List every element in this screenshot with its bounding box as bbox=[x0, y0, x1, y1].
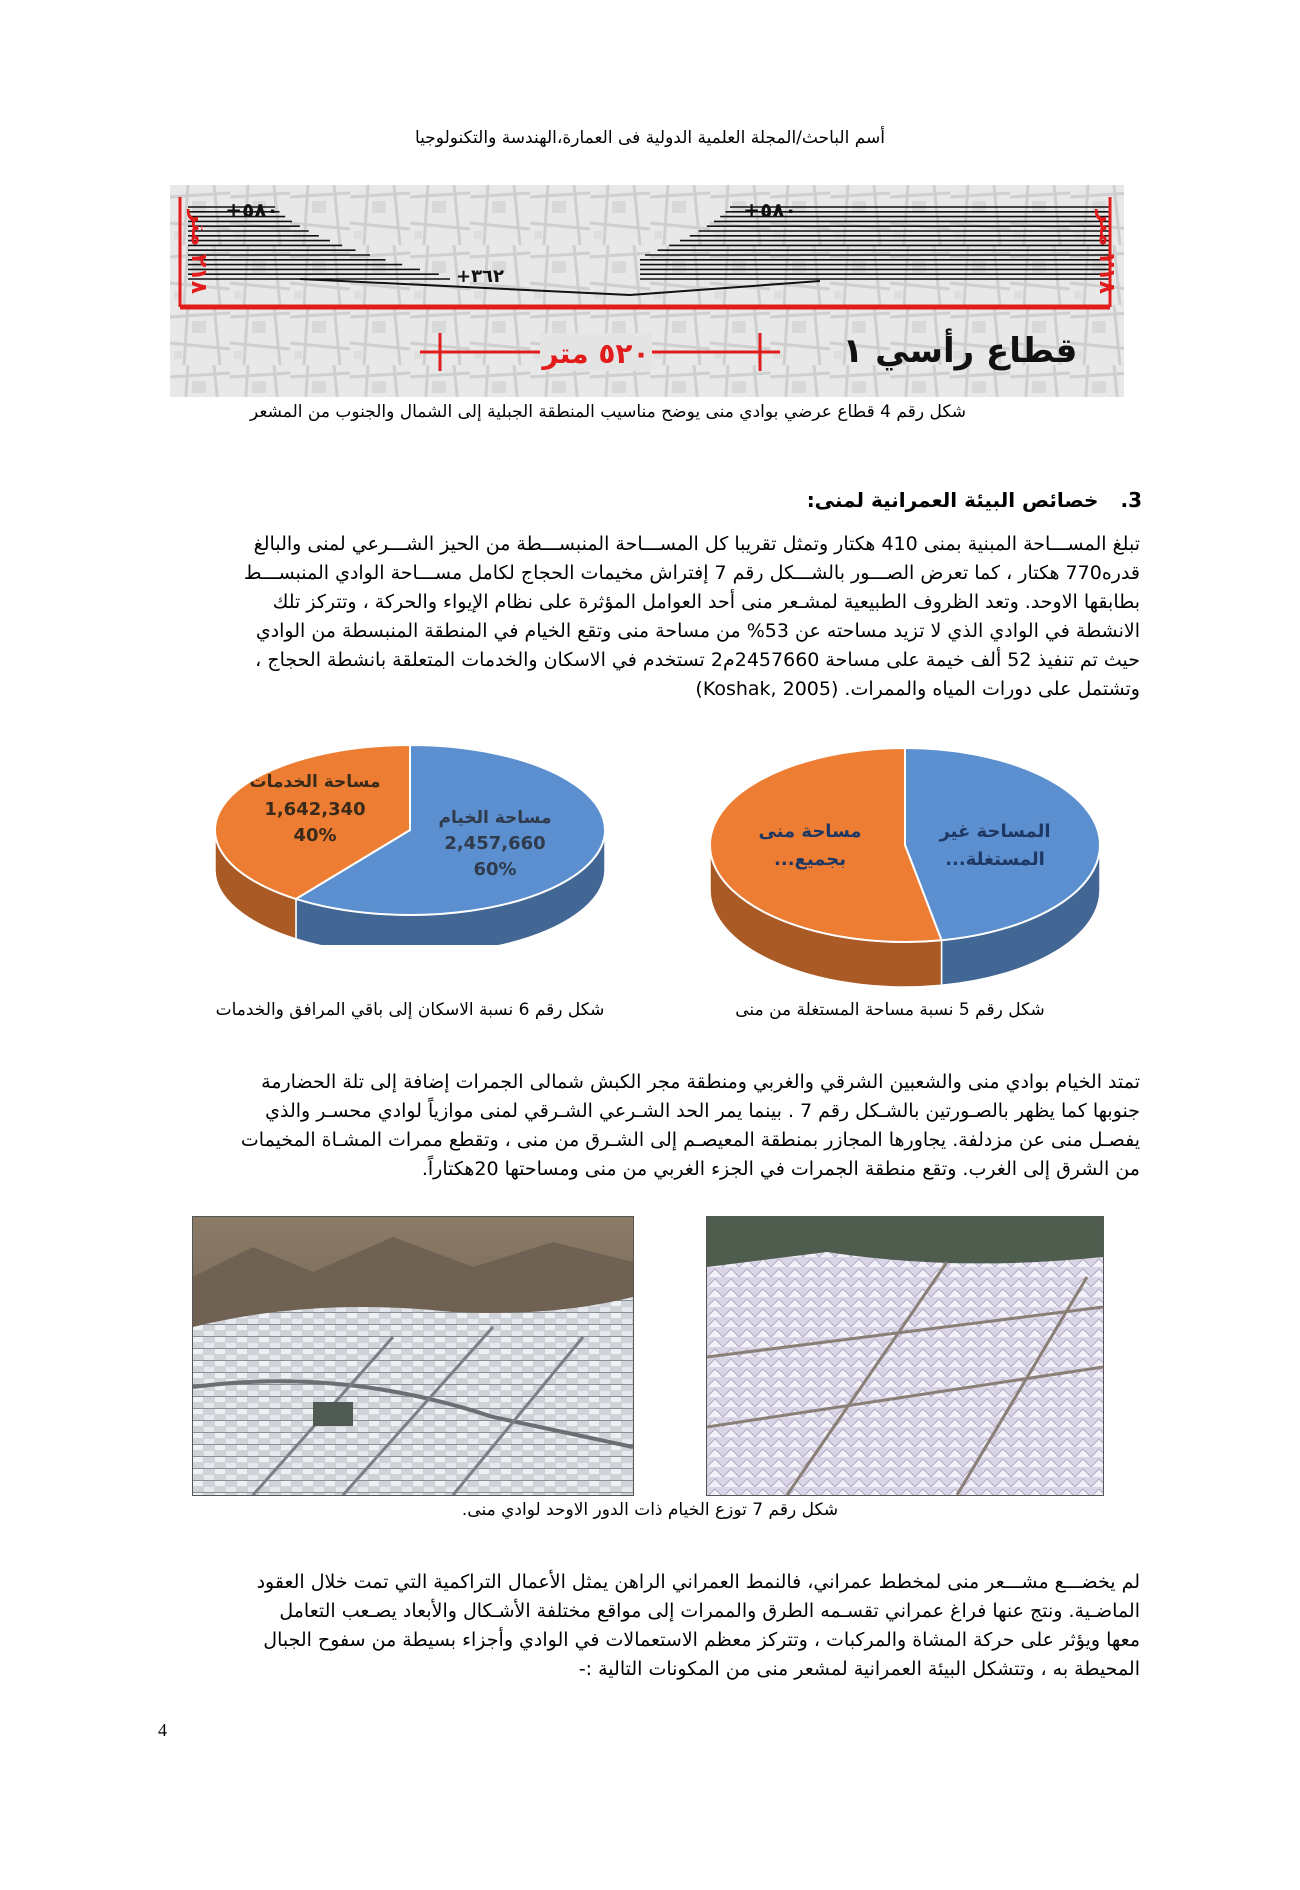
cross-section-drawing bbox=[170, 185, 1124, 397]
slice-percent: 40% bbox=[293, 825, 337, 846]
left-height-label: ٢١٨ متر bbox=[186, 209, 211, 295]
pie-chart-figure6 bbox=[205, 745, 615, 945]
slice-label-line2: بجميع... bbox=[774, 849, 846, 870]
paragraph-line: جنوبها كما يظهر بالصـورتين بالشـكل رقم 7 . بينما يمر الحد الشـرعي الشـرقي لمنى موازياً لوادي محسـر والذي bbox=[265, 1100, 1140, 1122]
width-label: ٥٢٠ متر bbox=[542, 337, 650, 370]
slice-label-line1: المساحة غير bbox=[939, 821, 1051, 842]
running-header: أسم الباحث/المجلة العلمية الدولية فى العمارة،الهندسة والتكنولوجيا bbox=[414, 128, 886, 148]
figure4-section-image bbox=[170, 185, 1124, 397]
paragraph-line: معها ويؤثر على حركة المشاة والمركبات ، وتتركز معظم الاستعمالات في الوادي وأجزاء بسيطة من سفوح الجبال bbox=[263, 1629, 1140, 1651]
slice-label: مساحة الخيام bbox=[438, 808, 552, 828]
slice-value: 2,457,660 bbox=[444, 833, 546, 854]
paragraph-line: بطابقها الاوحد. وتعد الظروف الطبيعية لمشـعر منى أحد العوامل المؤثرة على نظام الإيواء والحركة ، وتتركز تلك bbox=[272, 591, 1140, 613]
paragraph-line: المحيطة به ، وتتشكل البيئة العمرانية لمشعر منى من المكونات التالية :- bbox=[578, 1658, 1140, 1680]
paragraph-line: وتشتمل على دورات المياه والممرات. (Koshak, 2005) bbox=[695, 678, 1140, 700]
paragraph-line: حيث تم تنفيذ 52 ألف خيمة على مساحة 2457660م2 تستخدم في الاسكان والخدمات المتعلقة بانشطة الحجاج ، bbox=[255, 649, 1140, 671]
slice-value: 1,642,340 bbox=[264, 799, 366, 820]
section-title-label: قطاع رأسي ١ bbox=[842, 331, 1078, 371]
figure5-caption: شكل رقم 5 نسبة مساحة المستغلة من منى bbox=[735, 1000, 1045, 1020]
figure6-caption: شكل رقم 6 نسبة الاسكان إلى باقي المرافق والخدمات bbox=[215, 1000, 605, 1020]
paragraph-line: من الشرق إلى الغرب. وتقع منطقة الجمرات في الجزء الغربي من منى ومساحتها 20هكتاراً. bbox=[421, 1158, 1140, 1180]
paragraph-3 bbox=[158, 1568, 1140, 1684]
section-number: 3. bbox=[1120, 488, 1142, 512]
slice-label-line1: مساحة منى bbox=[758, 821, 862, 842]
aerial-photo-tents bbox=[706, 1216, 1104, 1496]
paragraph-line: الماضـية. ونتج عنها فراغ عمراني تقسـمه الطرق والممرات إلى مواقع مختلفة الأشـكال والأبعاد يصـعب التعامل bbox=[279, 1600, 1140, 1622]
right-level-label: +٥٨٠ bbox=[743, 198, 797, 222]
pie-chart-figure5 bbox=[700, 745, 1110, 995]
paragraph-line: تبلغ المســـاحة المبنية بمنى 410 هكتار وتمثل تقريبا كل المســـاحة المنبســـطة من الحيز الشـــرعي لمنى والبالغ bbox=[253, 533, 1140, 555]
paragraph-line: تمتد الخيام بوادي منى والشعبين الشرقي والغربي ومنطقة مجر الكبش شمالى الجمرات إضافة إلى تلة الحضارمة bbox=[261, 1071, 1140, 1093]
section-title: خصائص البيئة العمرانية لمنى: bbox=[806, 488, 1099, 512]
section-heading bbox=[807, 488, 1142, 512]
slice-percent: 60% bbox=[473, 859, 517, 880]
paragraph-2 bbox=[158, 1068, 1140, 1184]
paragraph-line: لم يخضـــع مشـــعر منى لمخطط عمراني، فالنمط العمراني الراهن يمثل الأعمال التراكمية التي تمت خلال العقود bbox=[256, 1571, 1140, 1593]
slice-label-line2: المستغلة... bbox=[945, 849, 1045, 870]
aerial-photo-mountains bbox=[192, 1216, 634, 1496]
figure4-caption: شكل رقم 4 قطاع عرضي بوادي منى يوضح مناسيب المنطقة الجبلية إلى الشمال والجنوب من المشعر bbox=[250, 402, 966, 422]
paragraph-line: يفصـل منى عن مزدلفة. يجاورها المجازر بمنطقة المعيصـم إلى الشـرق من منى ، وتقطع ممرات المشـاة المخيمات bbox=[240, 1129, 1140, 1151]
paragraph-line: قدره770 هكتار ، كما تعرض الصـــور بالشـــكل رقم 7 إفتراش مخيمات الحجاج لكامل مســـاحة الوادي المنبســـط bbox=[243, 562, 1140, 584]
page-number: 4 bbox=[158, 1720, 167, 1740]
right-height-label: ٢١٨ متر bbox=[1094, 209, 1119, 295]
center-level-label: +٣٦٢ bbox=[455, 266, 505, 287]
slice-label: مساحة الخدمات bbox=[249, 772, 381, 792]
paragraph-1 bbox=[158, 530, 1140, 704]
paragraph-line: الانشطة في الوادي الذي لا تزيد مساحته عن 53% من مساحة منى وتقع الخيام في المنطقة المنبسطة من الوادي bbox=[255, 620, 1140, 642]
left-level-label: +٥٨٠ bbox=[225, 198, 279, 222]
figure7-caption: شكل رقم 7 توزع الخيام ذات الدور الاوحد لوادي منى. bbox=[461, 1500, 839, 1520]
